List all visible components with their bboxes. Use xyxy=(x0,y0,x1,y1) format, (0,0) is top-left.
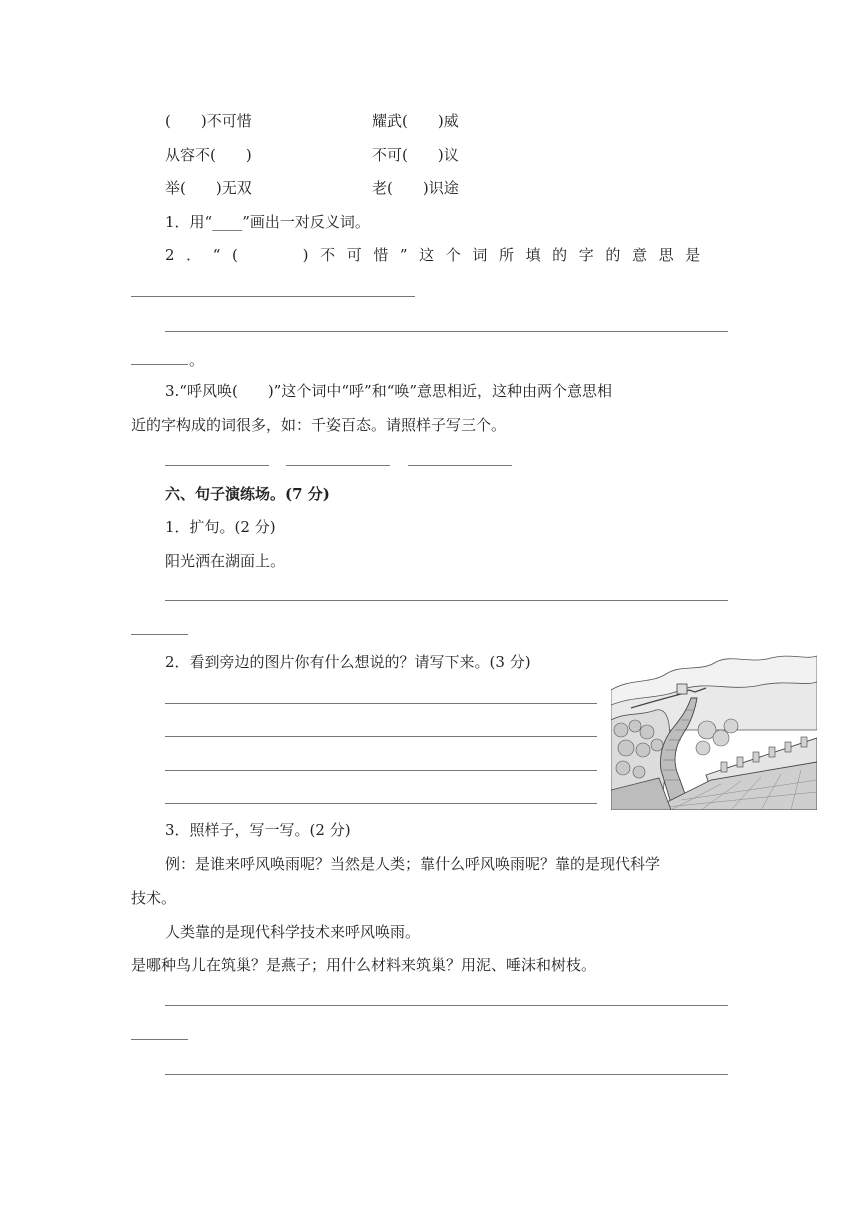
idiom-1: ( )不可惜 xyxy=(165,112,252,130)
question-synonym-line1: 3.“呼风唤( )”这个词中“呼”和“唤”意思相近，这种由两个意思相 xyxy=(165,382,613,400)
answer-line[interactable] xyxy=(165,736,597,737)
question-synonym-line2: 近的字构成的词很多，如：千姿百态。请照样子写三个。 xyxy=(131,416,507,434)
question-imitate: 3．照样子，写一写。(2 分) xyxy=(165,821,351,839)
idiom-4: 不可( )议 xyxy=(372,146,459,164)
example-answer: 人类靠的是现代科学技术来呼风唤雨。 xyxy=(165,923,421,941)
idiom-5: 举( )无双 xyxy=(165,179,252,197)
question-meaning: 2．“( )不可惜”这个词所填的字的意思是 xyxy=(165,246,712,264)
idiom-3: 从容不( ) xyxy=(165,146,252,164)
task-sentence: 是哪种鸟儿在筑巢？是燕子；用什么材料来筑巢？用泥、唾沫和树枝。 xyxy=(131,956,597,974)
answer-line[interactable] xyxy=(131,1039,188,1040)
example-line2: 技术。 xyxy=(131,889,177,907)
great-wall-illustration xyxy=(611,650,817,810)
answer-line[interactable] xyxy=(165,331,728,332)
answer-line[interactable] xyxy=(131,634,188,635)
period-mark: 。 xyxy=(189,351,205,369)
question-antonym: 1．用“____”画出一对反义词。 xyxy=(165,213,370,231)
question-expand: 1．扩句。(2 分) xyxy=(165,518,276,536)
answer-line[interactable] xyxy=(286,465,390,466)
answer-line[interactable] xyxy=(165,703,597,704)
sentence-sunlight: 阳光洒在湖面上。 xyxy=(165,552,286,570)
answer-line[interactable] xyxy=(165,1074,728,1075)
answer-line[interactable] xyxy=(165,770,597,771)
answer-line[interactable] xyxy=(131,296,415,297)
answer-line[interactable] xyxy=(131,364,188,365)
answer-line[interactable] xyxy=(165,1005,728,1006)
idiom-6: 老( )识途 xyxy=(372,179,459,197)
idiom-2: 耀武( )威 xyxy=(372,112,459,130)
section-title: 六、句子演练场。(7 分) xyxy=(165,485,330,503)
question-picture: 2．看到旁边的图片你有什么想说的？请写下来。(3 分) xyxy=(165,653,531,671)
answer-line[interactable] xyxy=(165,465,269,466)
example-line1: 例：是谁来呼风唤雨呢？当然是人类；靠什么呼风唤雨呢？靠的是现代科学 xyxy=(165,855,661,873)
answer-line[interactable] xyxy=(165,803,597,804)
answer-line[interactable] xyxy=(408,465,512,466)
answer-line[interactable] xyxy=(165,600,728,601)
